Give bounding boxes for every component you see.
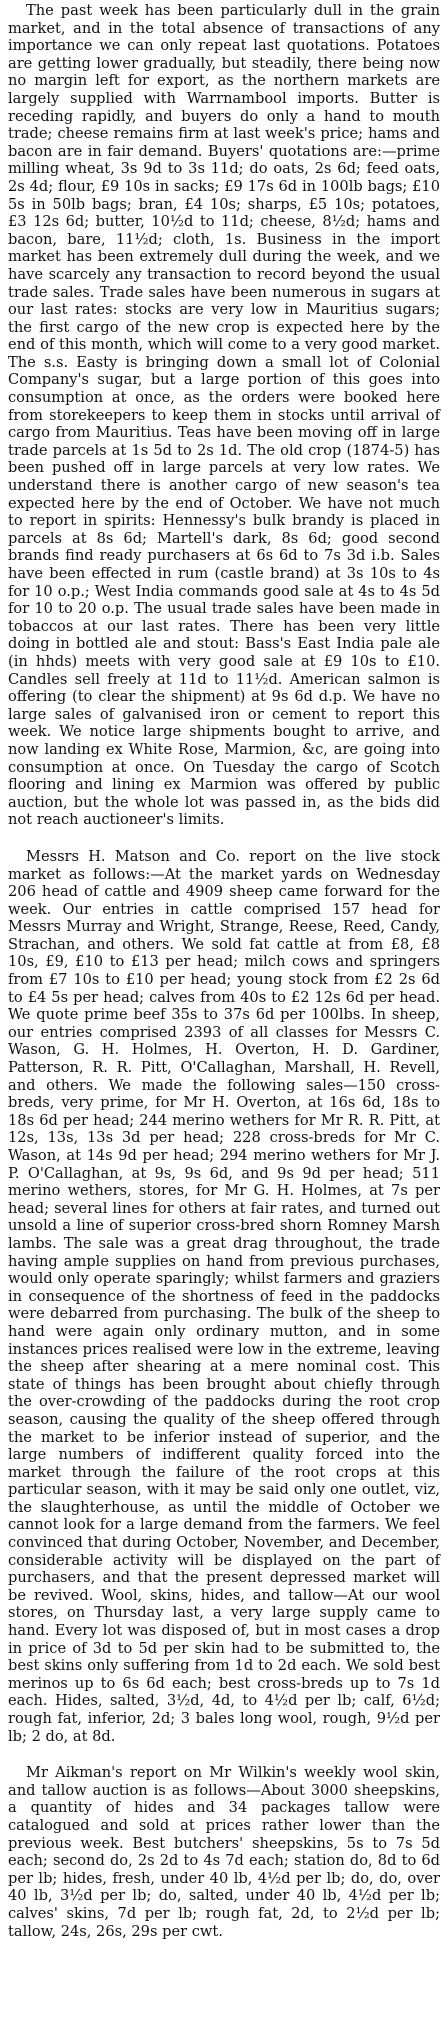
wool-skin-tallow-auction-paragraph: Mr Aikman's report on Mr Wilkin's weekly wool skin, and tallow auction is as follows—About 3000 sheepskins, a quantity of hides and 34 packages tallow were catalogued and sold at prices rather lower than the previous week. Best butchers' sheepskins, 5s to 7s 5d each; second do, 2s 2d to 4s 7d each; station do, 8d to 6d per lb; hides, fresh, under 40 lb, 4½d per lb; do, do, over 40 lb, 3½d per lb; do, salted, under 40 lb, 4½d per lb; calves' skins, 7d per lb; rough fat, 2d, to 2½d per lb; tallow, 24s, 26s, 29s per cwt. xyxy=(8,1764,440,1940)
live-stock-market-report-paragraph: Messrs H. Matson and Co. report on the live stock market as follows:—At the market yards on Wednesday 206 head of cattle and 4909 sheep came forward for the week. Our entries in cattle comprised 157 head for Messrs Murray and Wright, Strange, Reese, Reed, Candy, Strachan, and others. We sold fat cattle at from £8, £8 10s, £9, £10 to £13 per head; milch cows and springers from £7 10s to £10 per head; young stock from £2 2s 6d to £4 5s per head; calves from 40s to £2 12s 6d per head. We quote prime beef 35s to 37s 6d per 100lbs. In sheep, our entries comprised 2393 of all classes for Messrs C. Wason, G. H. Holmes, H. Overton, H. D. Gardiner, Patterson, R. R. Pitt, O'Callaghan, Marshall, H. Revell, and others. We made the following sales—150 cross-breds, very prime, for Mr H. Overton, at 16s 6d, 18s to 18s 6d per head; 244 merino wethers for Mr R. R. Pitt, at 12s, 13s, 13s 3d per head; 228 cross-breds for Mr C. Wason, at 14s 9d per head; 294 merino wethers for Mr J. P. O'Callaghan, at 9s, 9s 6d, and 9s 9d per head; 511 merino wethers, stores, for Mr G. H. Holmes, at 7s per head; several lines for others at fair rates, and turned out unsold a line of superior cross-bred shorn Romney Marsh lambs. The sale was a great drag throughout, the trade having ample supplies on hand from previous purchases, would only operate sparingly; whilst farmers and graziers in consequence of the shortness of feed in the paddocks were debarred from purchasing. The bulk of the sheep to hand were again only ordinary mutton, and in some instances prices realised were low in the extreme, leaving the sheep after shearing at a mere nominal cost. This state of things has been brought about chiefly through the over-crowding of the paddocks during the root crop season, causing the quality of the sheep offered through the market to be inferior instead of superior, and the large numbers of indifferent quality forced into the market through the failure of the root crops at this particular season, with it may be said only one outlet, viz, the slaughterhouse, as until the middle of October we cannot look for a large demand from the farmers. We feel convinced that during October, November, and December, considerable activity will be displayed on the part of purchasers, and that the present depressed market will be revived. Wool, skins, hides, and tallow—At our wool stores, on Thursday last, a very large supply came to hand. Every lot was disposed of, but in most cases a drop in price of 3d to 5d per skin had to be submitted to, the best skins only suffering from 1d to 2d each. We sold best merinos up to 6s 6d each; best cross-breds up to 7s 1d each. Hides, salted, 3½d, 4d, to 4½d per lb; calf, 6½d; rough fat, inferior, 2d; 3 bales long wool, rough, 9½d per lb; 2 do, at 8d. xyxy=(8,847,440,1745)
grain-and-import-market-paragraph: The past week has been particularly dull in the grain market, and in the total absence of transactions of any importance we can only repeat last quotations. Potatoes are getting lower gradually, but steadily, there being now no margin left for export, as the northern markets are largely supplied with Warrnambool imports. Butter is receding rapidly, and buyers do only a hand to mouth trade; cheese remains firm at last week's price; hams and bacon are in fair demand. Buyers' quotations are:—prime milling wheat, 3s 9d to 3s 11d; do oats, 2s 6d; feed oats, 2s 4d; flour, £9 10s in sacks; £9 17s 6d in 100lb bags; £10 5s in 50lb bags; bran, £4 10s; sharps, £5 10s; potatoes, £3 12s 6d; butter, 10½d to 11d; cheese, 8½d; hams and bacon, bare, 11½d; cloth, 1s. Business in the import market has been extremely dull during the week, and we have scarcely any transaction to record beyond the usual trade sales. Trade sales have been numerous in sugars at our last rates: stocks are very low in Mauritius sugars; the first cargo of the new crop is expected here by the end of this month, which will come to a very good market. The s.s. Easty is bringing down a small lot of Colonial Company's sugar, but a large portion of this goes into consumption at once, as the orders were booked here from storekeepers to keep them in stocks until arrival of cargo from Mauritius. Teas have been moving off in large trade parcels at 1s 5d to 2s 1d. The old crop (1874-5) has been pushed off in large parcels at very low rates. We understand there is another cargo of new season's tea expected here by the end of October. We have not much to report in spirits: Hennessy's bulk brandy is placed in parcels at 8s 6d; Martell's dark, 8s 6d; good second brands find ready purchasers at 6s 6d to 7s 3d i.b. Sales have been effected in rum (castle brand) at 3s 10s to 4s for 10 o.p.; West India commands good sale at 4s to 4s 5d for 10 to 20 o.p. The usual trade sales have been made in tobaccos at our last rates. There has been very little doing in bottled ale and stout: Bass's East India pale ale (in hhds) meets with very good sale at £9 10s to £10. Candles sell freely at 11d to 11½d. American salmon is offering (to clear the shipment) at 9s 6d d.p. We have no large sales of galvanised iron or cement to report this week. We notice large shipments bought to arrive, and now landing ex White Rose, Marmion, &c, are going into consumption at once. On Tuesday the cargo of Scotch flooring and lining ex Marmion was offered by public auction, but the whole lot was passed in, as the bids did not reach auctioneer's limits. xyxy=(8,2,440,829)
newspaper-column xyxy=(8,0,440,1940)
